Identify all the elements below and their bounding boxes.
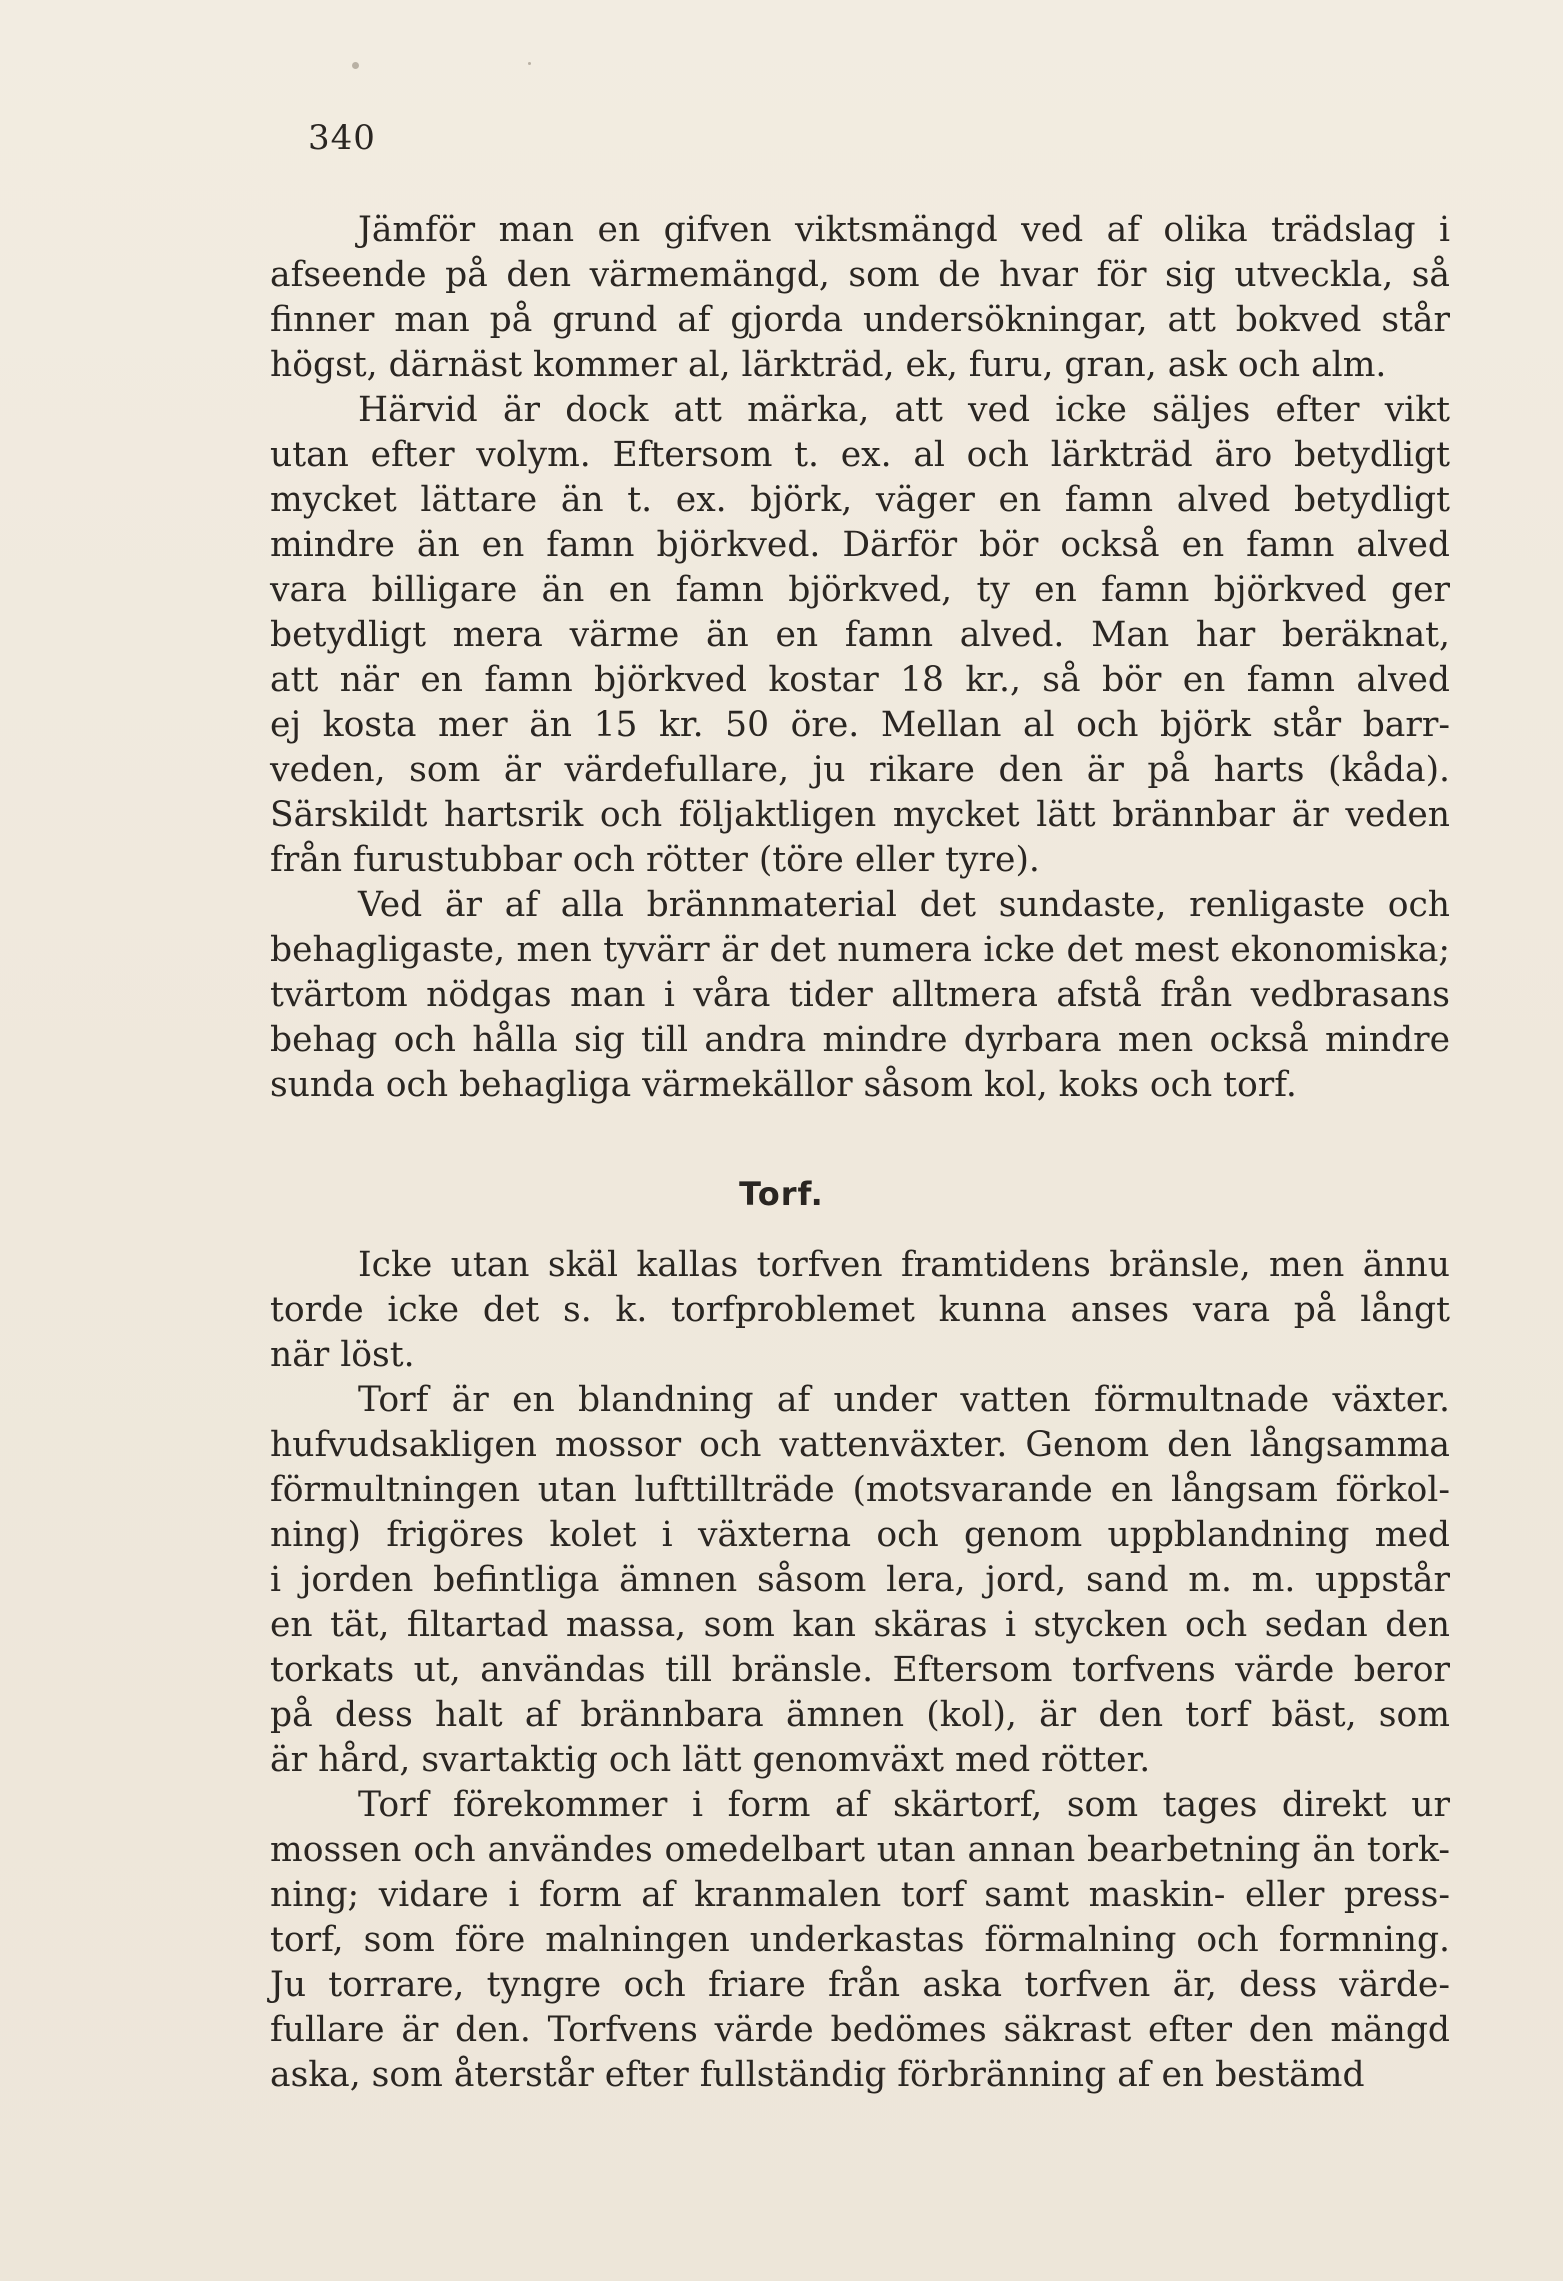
section-peat-text bbox=[270, 1243, 1450, 2098]
paragraph bbox=[270, 1243, 1450, 1378]
text-line: fullare är den. Torfvens värde bedömes säkrast efter den mängd bbox=[270, 2010, 1450, 2050]
paragraph bbox=[270, 208, 1450, 388]
text-line: afseende på den värmemängd, som de hvar för sig utveckla, så bbox=[270, 255, 1450, 295]
text-line: betydligt mera värme än en famn alved. Man har beräknat, bbox=[270, 615, 1450, 655]
text-line: ning; vidare i form af kranmalen torf samt maskin- eller press- bbox=[270, 1875, 1450, 1915]
text-line: högst, därnäst kommer al, lärkträd, ek, furu, gran, ask och alm. bbox=[270, 345, 1387, 385]
text-line: Icke utan skäl kallas torfven framtidens bränsle, men ännu bbox=[358, 1245, 1450, 1285]
text-line: Ju torrare, tyngre och friare från aska torfven är, dess värde- bbox=[270, 1965, 1450, 2005]
page-number: 340 bbox=[308, 118, 376, 158]
text-line: torkats ut, användas till bränsle. Eftersom torfvens värde beror bbox=[270, 1650, 1450, 1690]
text-line: en tät, filtartad massa, som kan skäras i stycken och sedan den bbox=[270, 1605, 1450, 1645]
text-line: Jämför man en gifven viktsmängd ved af olika trädslag i bbox=[358, 210, 1450, 250]
text-line: utan efter volym. Eftersom t. ex. al och lärkträd äro betydligt bbox=[270, 435, 1450, 475]
text-line: Särskildt hartsrik och följaktligen mycket lätt brännbar är veden bbox=[270, 795, 1450, 835]
text-line: Ved är af alla brännmaterial det sundaste, renligaste och bbox=[358, 885, 1450, 925]
text-line: Torf är en blandning af under vatten förmultnade växter. bbox=[358, 1380, 1450, 1420]
paper-speck bbox=[352, 62, 359, 69]
text-line: förmultningen utan lufttillträde (motsvarande en långsam förkol- bbox=[270, 1470, 1450, 1510]
text-line: torde icke det s. k. torfproblemet kunna anses vara på långt bbox=[270, 1290, 1450, 1330]
text-line: hufvudsakligen mossor och vattenväxter. Genom den långsamma bbox=[270, 1425, 1450, 1465]
text-line: mossen och användes omedelbart utan annan bearbetning än tork- bbox=[270, 1830, 1450, 1870]
paragraph bbox=[270, 1783, 1450, 2098]
text-line: på dess halt af brännbara ämnen (kol), är den torf bäst, som bbox=[270, 1695, 1450, 1735]
text-line: ning) frigöres kolet i växterna och genom uppblandning med bbox=[270, 1515, 1450, 1555]
text-line: från furustubbar och rötter (töre eller tyre). bbox=[270, 840, 1040, 880]
text-line: tvärtom nödgas man i våra tider alltmera afstå från vedbrasans bbox=[270, 975, 1450, 1015]
text-line: mindre än en famn björkved. Därför bör också en famn alved bbox=[270, 525, 1450, 565]
text-line: mycket lättare än t. ex. björk, väger en famn alved betydligt bbox=[270, 480, 1450, 520]
section-heading: Torf. bbox=[739, 1175, 824, 1213]
text-line: sunda och behagliga värmekällor såsom kol, koks och torf. bbox=[270, 1065, 1297, 1105]
text-line: att när en famn björkved kostar 18 kr., så bör en famn alved bbox=[270, 660, 1450, 700]
text-line: behagligaste, men tyvärr är det numera icke det mest ekonomiska; bbox=[270, 930, 1450, 970]
text-line: ej kosta mer än 15 kr. 50 öre. Mellan al och björk står barr- bbox=[270, 705, 1450, 745]
paper-speck bbox=[528, 62, 531, 65]
text-line: finner man på grund af gjorda undersökningar, att bokved står bbox=[270, 300, 1450, 340]
text-line: i jorden befintliga ämnen såsom lera, jord, sand m. m. uppstår bbox=[270, 1560, 1450, 1600]
text-line: när löst. bbox=[270, 1335, 415, 1375]
section-wood-text bbox=[270, 208, 1450, 1108]
paragraph bbox=[270, 883, 1450, 1108]
text-line: är hård, svartaktig och lätt genomväxt med rötter. bbox=[270, 1740, 1151, 1780]
text-line: behag och hålla sig till andra mindre dyrbara men också mindre bbox=[270, 1020, 1450, 1060]
text-line: vara billigare än en famn björkved, ty en famn björkved ger bbox=[270, 570, 1450, 610]
text-line: aska, som återstår efter fullständig förbränning af en bestämd bbox=[270, 2055, 1365, 2095]
text-line: veden, som är värdefullare, ju rikare den är på harts (kåda). bbox=[270, 750, 1450, 790]
text-line: Torf förekommer i form af skärtorf, som tages direkt ur bbox=[358, 1785, 1450, 1825]
paragraph bbox=[270, 388, 1450, 883]
text-line: torf, som före malningen underkastas förmalning och formning. bbox=[270, 1920, 1450, 1960]
paragraph bbox=[270, 1378, 1450, 1783]
text-line: Härvid är dock att märka, att ved icke säljes efter vikt bbox=[358, 390, 1450, 430]
